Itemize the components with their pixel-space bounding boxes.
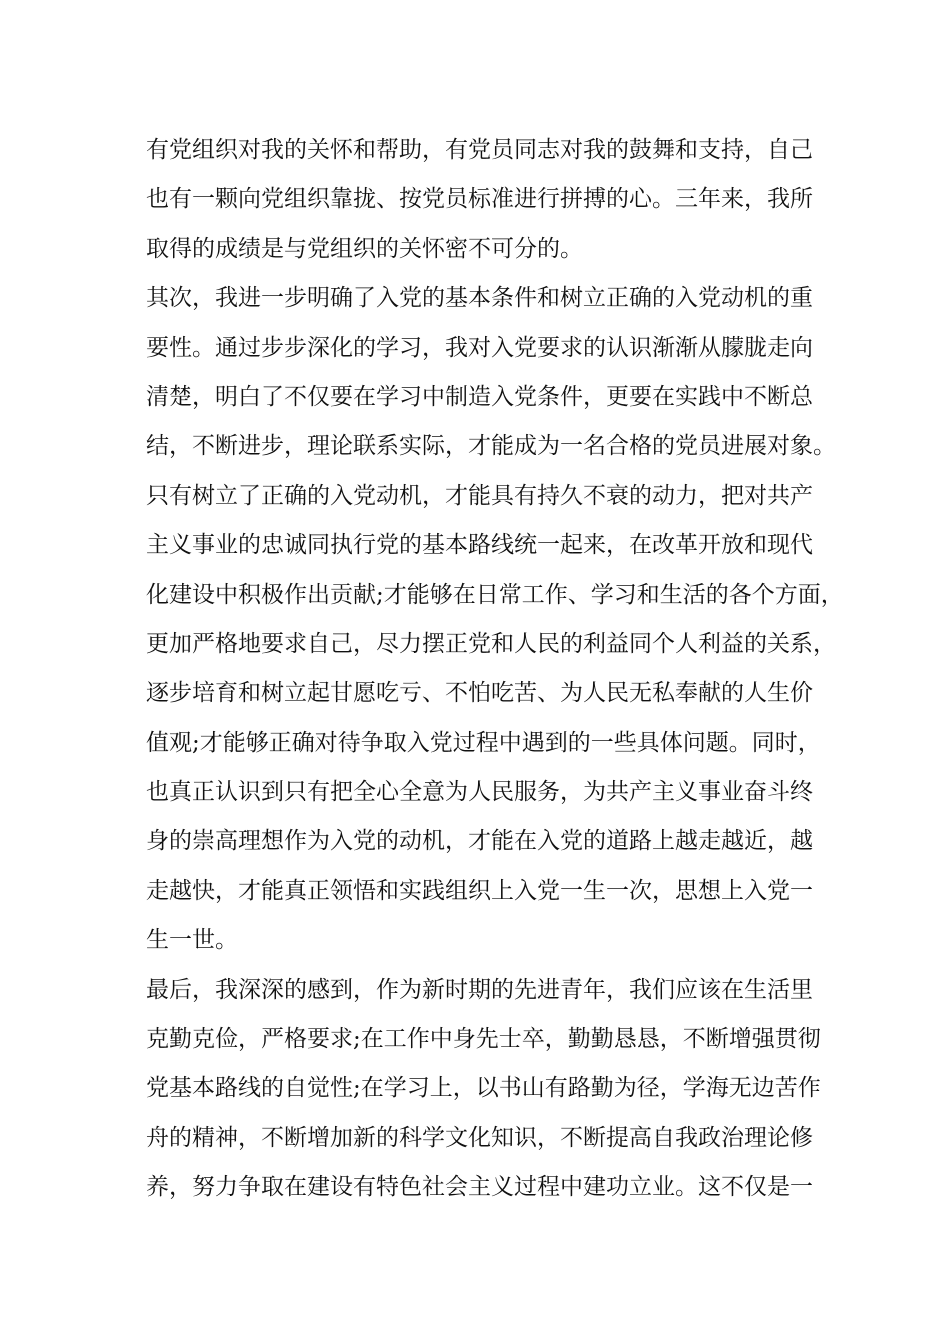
text-line: 化建设中积极作出贡献;才能够在日常工作、学习和生活的各个方面， xyxy=(146,581,844,608)
text-line: 也真正认识到只有把全心全意为人民服务，为共产主义事业奋斗终 xyxy=(146,779,813,806)
text-line: 清楚，明白了不仅要在学习中制造入党条件，更要在实践中不断总 xyxy=(146,383,813,410)
text-line: 要性。通过步步深化的学习，我对入党要求的认识渐渐从朦胧走向 xyxy=(146,334,813,361)
text-line: 更加严格地要求自己，尽力摆正党和人民的利益同个人利益的关系， xyxy=(146,630,836,657)
text-line: 舟的精神，不断增加新的科学文化知识，不断提高自我政治理论修 xyxy=(146,1124,813,1151)
text-line: 只有树立了正确的入党动机，才能具有持久不衰的动力，把对共产 xyxy=(146,482,813,509)
text-line: 最后，我深深的感到，作为新时期的先进青年，我们应该在生活里 xyxy=(146,976,813,1003)
text-line: 克勤克俭，严格要求;在工作中身先士卒，勤勤恳恳，不断增强贯彻 xyxy=(146,1026,821,1053)
text-line: 值观;才能够正确对待争取入党过程中遇到的一些具体问题。同时， xyxy=(146,729,821,756)
text-line: 主义事业的忠诚同执行党的基本路线统一起来，在改革开放和现代 xyxy=(146,532,813,559)
text-line: 党基本路线的自觉性;在学习上，以书山有路勤为径，学海无边苦作 xyxy=(146,1075,821,1102)
text-line: 取得的成绩是与党组织的关怀密不可分的。 xyxy=(146,235,583,262)
text-line: 也有一颗向党组织靠拢、按党员标准进行拼搏的心。三年来，我所 xyxy=(146,186,813,213)
text-line: 身的崇高理想作为入党的动机，才能在入党的道路上越走越近，越 xyxy=(146,828,813,855)
text-line: 其次，我进一步明确了入党的基本条件和树立正确的入党动机的重 xyxy=(146,285,813,312)
text-line: 有党组织对我的关怀和帮助，有党员同志对我的鼓舞和支持，自己 xyxy=(146,137,813,163)
text-line: 生一世。 xyxy=(146,927,238,954)
text-line: 结，不断进步，理论联系实际，才能成为一名合格的党员进展对象。 xyxy=(146,433,836,460)
text-line: 走越快，才能真正领悟和实践组织上入党一生一次，思想上入党一 xyxy=(146,877,813,904)
body-text xyxy=(146,126,846,1213)
text-line: 逐步培育和树立起甘愿吃亏、不怕吃苦、为人民无私奉献的人生价 xyxy=(146,680,813,707)
text-line: 养，努力争取在建设有特色社会主义过程中建功立业。这不仅是一 xyxy=(146,1174,813,1201)
